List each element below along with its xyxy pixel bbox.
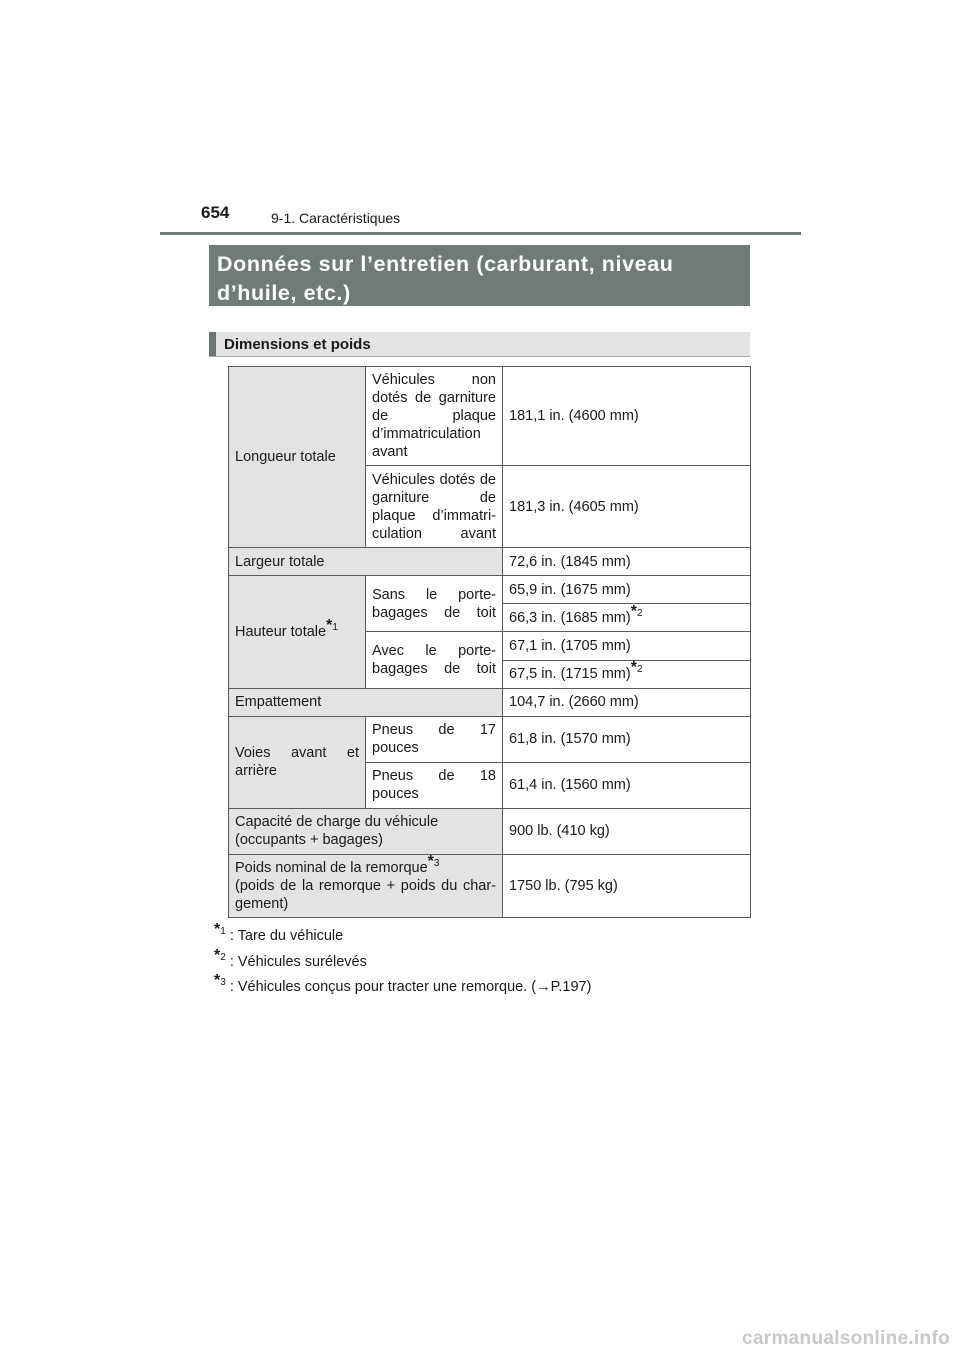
footnote-text: : Véhicules surélevés: [229, 953, 367, 970]
footnote-3: [214, 972, 592, 1001]
capacity-label-line2: (occupants + bagages): [235, 832, 383, 849]
height-note: 1: [332, 622, 338, 634]
height-without-rack-value-1: 65,9 in. (1675 mm): [503, 576, 751, 604]
length-plate-label: Véhicules dotés de garniture de plaque d’immatri-culation avant: [366, 466, 503, 548]
length-plate-value: 181,3 in. (4605 mm): [503, 466, 751, 548]
footnote-mark: 2: [220, 951, 226, 963]
value-note: 2: [636, 608, 643, 620]
footnote-mark: 3: [220, 977, 226, 989]
height-label-cell: [229, 576, 366, 688]
wheelbase-label: Empattement: [229, 688, 503, 716]
footnote-mark: 1: [220, 926, 226, 938]
page-number: 654: [201, 203, 230, 222]
footnote-star-icon: *: [630, 603, 637, 621]
tread-18-value: 61,4 in. (1560 mm): [503, 762, 751, 808]
capacity-label-cell: [229, 808, 503, 854]
tread-17-value: 61,8 in. (1570 mm): [503, 716, 751, 762]
chapter-title: Données sur l’entretien (carburant, niveau d’huile, etc.): [209, 245, 750, 306]
subheading-text: Dimensions et poids: [224, 336, 371, 353]
page-reference-link[interactable]: P.197): [550, 979, 592, 995]
height-without-rack-value-2: 66,3 in. (1685 mm): [509, 609, 631, 626]
trailer-note: 3: [433, 858, 440, 870]
capacity-label-line1: Capacité de charge du véhicule: [235, 814, 439, 831]
footnote-1: [214, 921, 591, 950]
subheading-accent-bar: [209, 332, 216, 356]
footnote-star-icon: *: [214, 946, 221, 964]
length-label: Longueur totale: [229, 367, 366, 548]
tread-17-label: Pneus de 17 pouces: [366, 716, 503, 762]
height-without-rack-label: Sans le porte-bagages de toit: [366, 576, 503, 632]
footnote-star-icon: *: [427, 853, 434, 871]
width-label: Largeur totale: [229, 548, 503, 576]
subheading-box: [209, 332, 750, 357]
footnote-2: [214, 946, 591, 976]
header-divider: [160, 232, 801, 235]
footnote-star-icon: *: [214, 921, 221, 939]
height-with-rack-value-2-cell: [503, 660, 751, 688]
wheelbase-value: 104,7 in. (2660 mm): [503, 688, 751, 716]
trailer-label-cell: [229, 854, 503, 917]
footnote-star-icon: *: [326, 617, 333, 635]
trailer-label-line1: Poids nominal de la remorque: [235, 859, 428, 876]
height-label: Hauteur totale: [235, 623, 327, 640]
footnote-text: : Tare du véhicule: [229, 928, 344, 944]
trailer-value: 1750 lb. (795 kg): [503, 854, 751, 917]
height-with-rack-value-2: 67,5 in. (1715 mm): [509, 666, 631, 683]
dimensions-table: [228, 366, 751, 918]
footnote-text: : Véhicules conçus pour tracter une remorque. (: [229, 979, 537, 995]
section-title: 9-1. Caractéristiques: [271, 210, 401, 226]
footnotes: [214, 921, 592, 1001]
height-with-rack-label: Avec le porte-bagages de toit: [366, 632, 503, 688]
arrow-right-icon: →: [536, 979, 551, 995]
tread-label: Voies avant et arrière: [229, 716, 366, 808]
watermark: carmanualsonline.info: [742, 1328, 950, 1349]
capacity-value: 900 lb. (410 kg): [503, 808, 751, 854]
footnote-star-icon: *: [630, 659, 637, 677]
width-value: 72,6 in. (1845 mm): [503, 548, 751, 576]
tread-18-label: Pneus de 18 pouces: [366, 762, 503, 808]
trailer-label-line2: (poids de la remorque + poids du char-gement): [235, 877, 496, 912]
footnote-star-icon: *: [214, 972, 221, 990]
length-no-plate-value: 181,1 in. (4600 mm): [503, 367, 751, 466]
height-with-rack-value-1: 67,1 in. (1705 mm): [503, 632, 751, 660]
height-without-rack-value-2-cell: [503, 604, 751, 632]
value-note: 2: [636, 664, 643, 676]
length-no-plate-label: Véhicules non dotés de garniture de plaque d’immatriculation avant: [366, 367, 503, 466]
